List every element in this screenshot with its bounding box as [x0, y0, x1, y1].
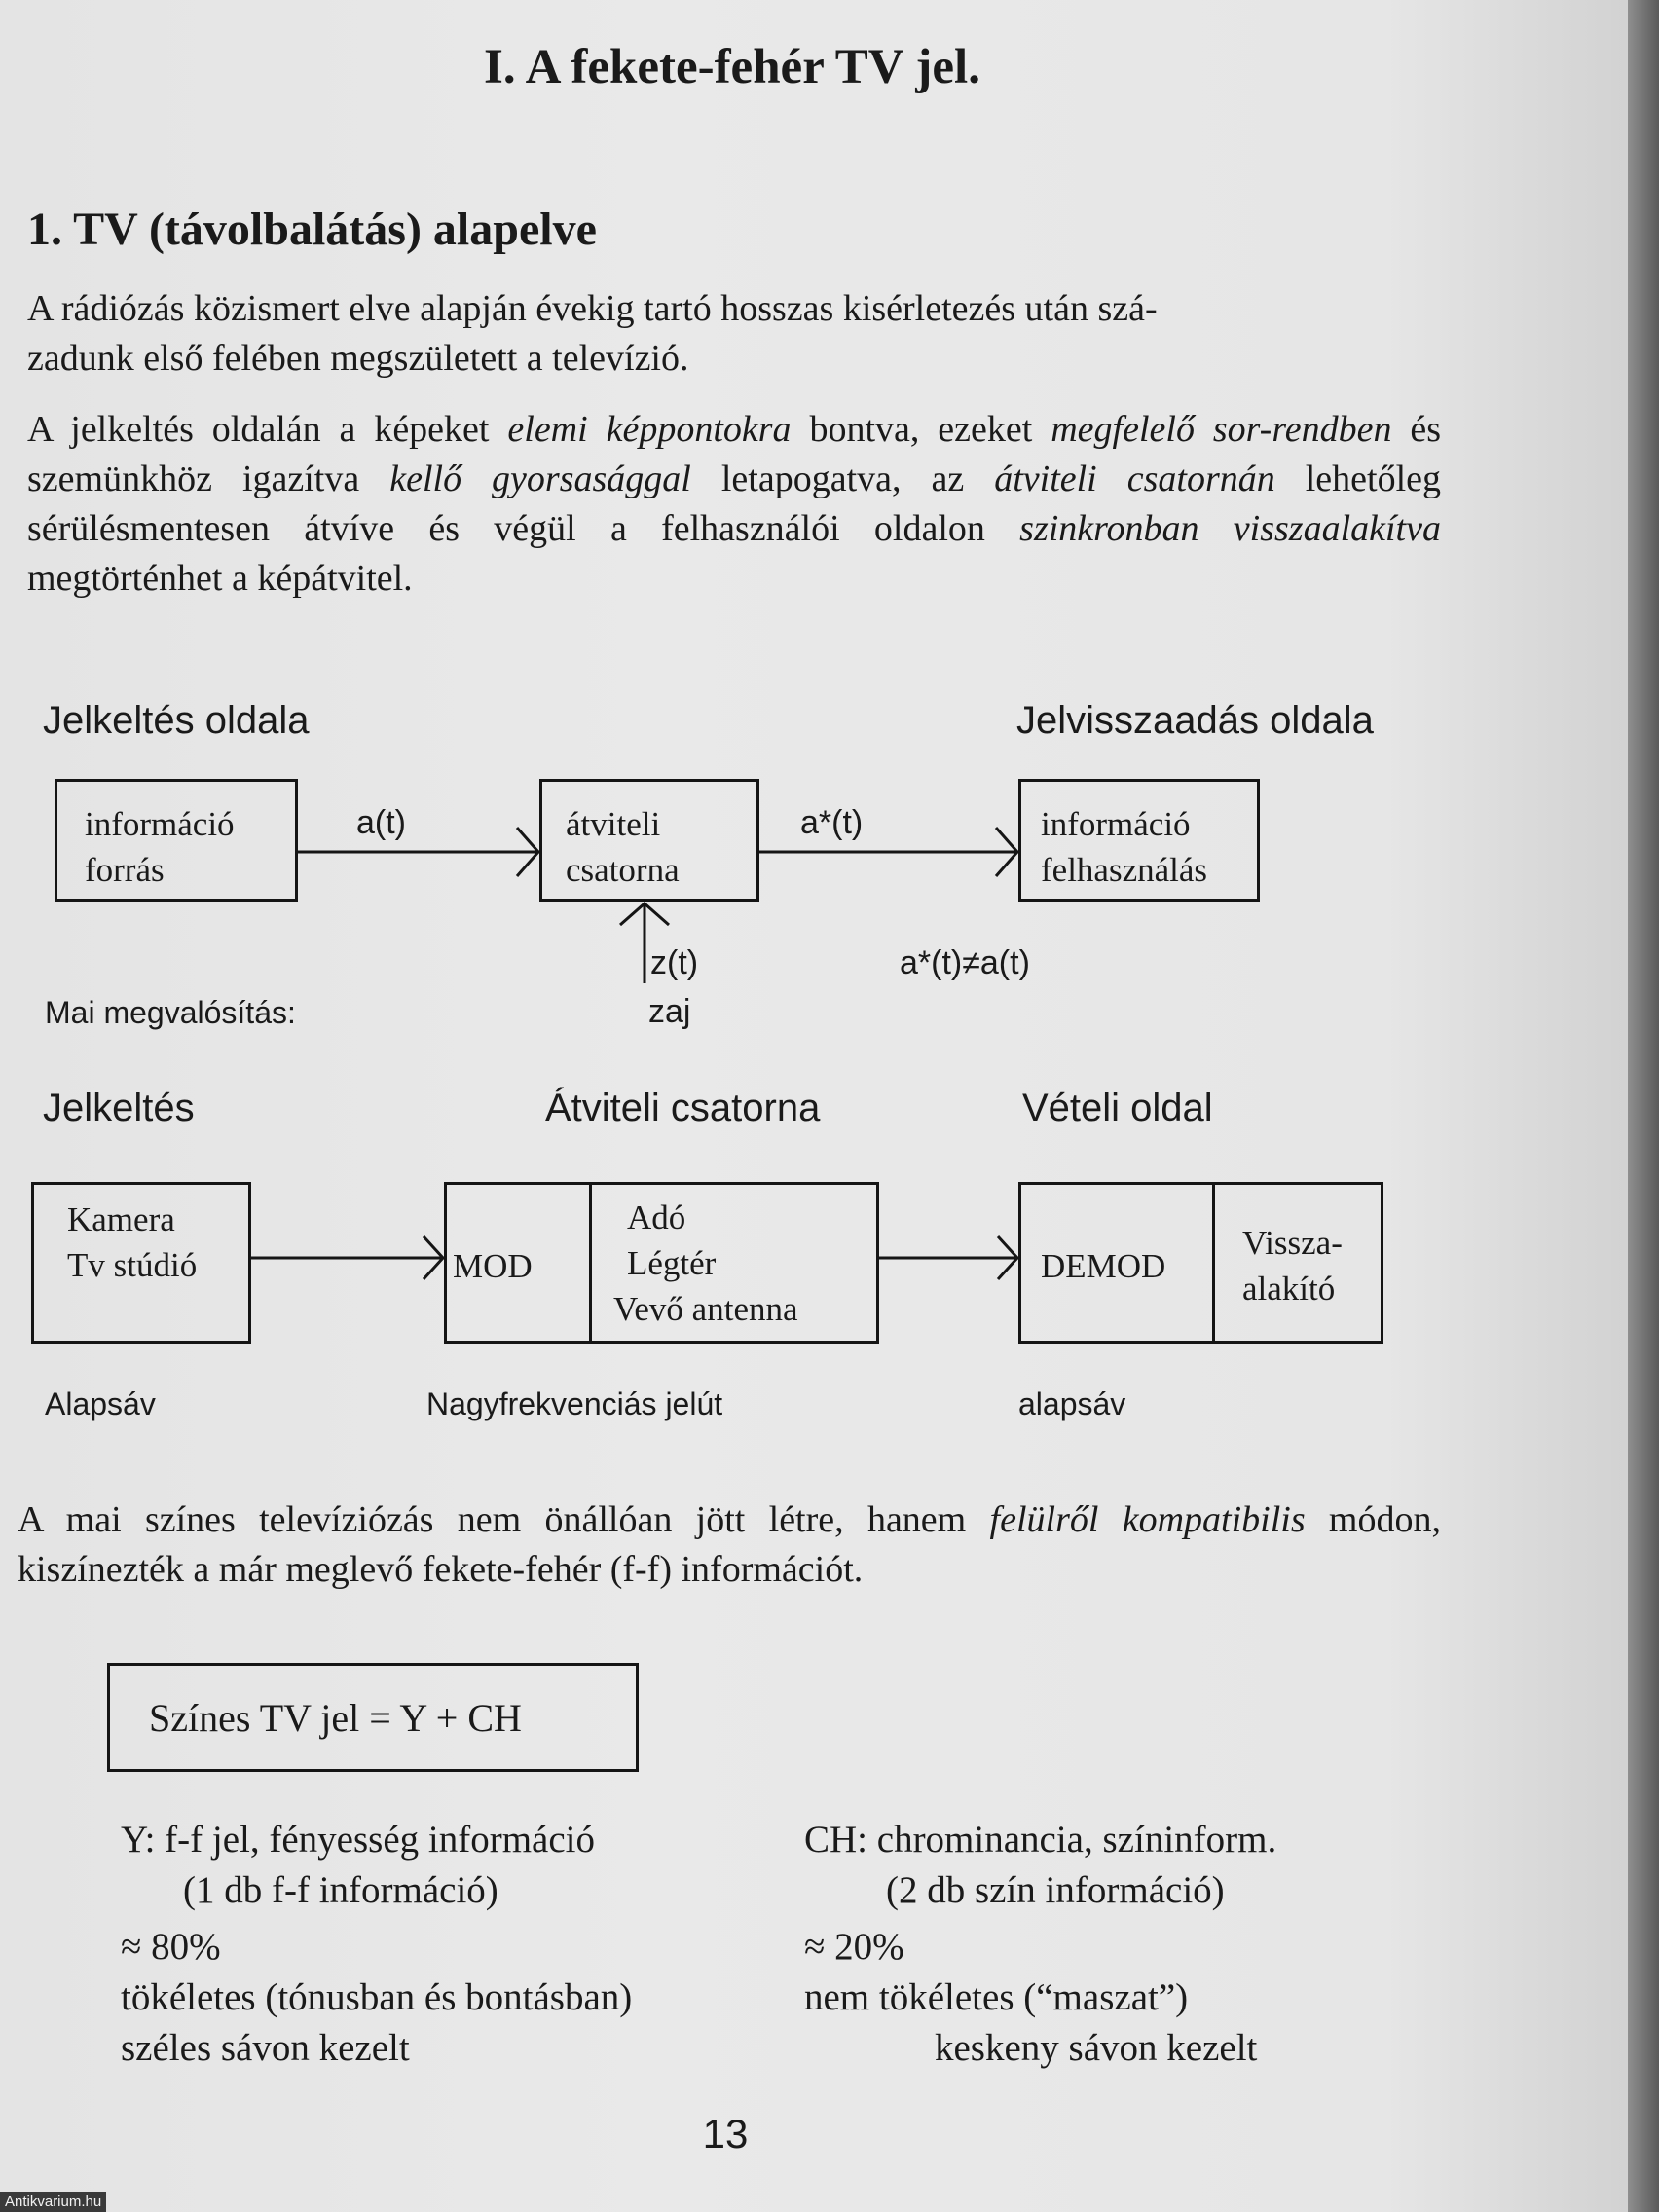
transmit-box-line-1: Adó [627, 1198, 686, 1236]
diagram1-left-heading: Jelkeltés oldala [43, 699, 310, 742]
text-run: bontva, ezeket [791, 409, 1051, 450]
channel-box-line-1: átviteli [566, 805, 661, 843]
color-tv-paragraph [18, 1495, 1441, 1595]
italic-run: kellő gyorsasággal [389, 459, 691, 499]
formula-text: Színes TV jel = Y + CH [149, 1695, 522, 1740]
italic-run: elemi képpontokra [507, 409, 792, 450]
ch-line-3: ≈ 20% [804, 1926, 904, 1968]
y-line-5: széles sávon kezelt [121, 2027, 410, 2069]
text-run: letapogatva, az [690, 459, 995, 499]
italic-run: megfelelő sor-rendben [1051, 409, 1392, 450]
user-box-line-1: információ [1041, 805, 1191, 843]
channel-box-line-2: csatorna [566, 851, 680, 889]
italic-run: felülről kompatibilis [989, 1499, 1306, 1540]
page-number: 13 [702, 2111, 749, 2157]
baseband-right-label: alapsáv [1018, 1386, 1126, 1421]
transmit-box-line-3: Vevő antenna [613, 1290, 798, 1328]
diagram2-right-heading: Vételi oldal [1022, 1087, 1213, 1129]
rf-path-label: Nagyfrekvenciás jelút [426, 1386, 723, 1421]
ch-line-2: (2 db szín információ) [886, 1869, 1225, 1911]
diagram1-right-heading: Jelvisszaadás oldala [1016, 699, 1374, 742]
ch-component-column [804, 1815, 1276, 2074]
user-box-line-2: felhasználás [1041, 851, 1208, 889]
demod-box-label: DEMOD [1041, 1247, 1166, 1285]
signal-a-label: a(t) [356, 804, 406, 841]
text-run: A mai színes televíziózás nem önállóan jött létre, hanem [18, 1499, 990, 1540]
italic-run: szinkronban visszaalakítva [1019, 508, 1441, 549]
diagram2-mid-heading: Átviteli csatorna [545, 1087, 821, 1129]
y-line-4: tökéletes (tónusban és bontásban) [121, 1976, 633, 2018]
convert-box-line-1: Vissza- [1242, 1224, 1343, 1262]
diagram2-left-heading: Jelkeltés [43, 1087, 195, 1129]
source-box-line-2: forrás [85, 851, 165, 889]
y-line-3: ≈ 80% [121, 1926, 221, 1968]
italic-run: átviteli csatornán [994, 459, 1275, 499]
text-run: megtörténhet a képátvitel. [27, 558, 413, 599]
y-line-1: Y: f-f jel, fényesség információ [121, 1819, 595, 1861]
y-line-2: (1 db f-f információ) [183, 1869, 498, 1911]
intro-line-2: zadunk első felében megszületett a televízió. [27, 338, 689, 379]
formula-box [107, 1663, 639, 1772]
baseband-left-label: Alapsáv [45, 1386, 156, 1421]
site-watermark: Antikvarium.hu [0, 2192, 106, 2212]
ch-line-4: nem tökéletes (“maszat”) [804, 1976, 1189, 2018]
camera-box-line-2: Tv stúdió [67, 1246, 198, 1284]
intro-line-1: A rádiózás közismert elve alapján évekig tartó hosszas kisérletezés után szá- [27, 288, 1158, 329]
source-box-line-1: információ [85, 805, 235, 843]
ch-line-5: keskeny sávon kezelt [935, 2027, 1258, 2069]
text-run: A jelkeltés oldalán a képeket [27, 409, 508, 450]
text-run: lehetőleg sérülésmentesen átvíve és végül a felhasználói oldalon [27, 459, 1441, 549]
mod-box-label: MOD [453, 1247, 533, 1285]
noise-name-label: zaj [648, 993, 691, 1030]
text-run: és szemünkhöz igazítva [27, 409, 1442, 499]
noise-label: z(t) [650, 944, 699, 981]
chapter-title: I. A fekete-fehér TV jel. [484, 40, 980, 94]
section-heading: 1. TV (távolbalátás) alapelve [27, 203, 597, 255]
text-run: módon, kiszínezték a már meglevő fekete-fehér (f-f) információt. [18, 1499, 1441, 1590]
camera-box-line-1: Kamera [67, 1200, 175, 1238]
convert-box-line-2: alakító [1242, 1270, 1336, 1308]
y-component-column [121, 1815, 632, 2074]
transmit-box-line-2: Légtér [627, 1244, 717, 1282]
ch-line-1: CH: chrominancia, színinform. [804, 1819, 1277, 1861]
inequality-label: a*(t)≠a(t) [900, 944, 1030, 981]
signal-a-star-label: a*(t) [800, 804, 864, 841]
implementation-label: Mai megvalósítás: [45, 995, 296, 1030]
